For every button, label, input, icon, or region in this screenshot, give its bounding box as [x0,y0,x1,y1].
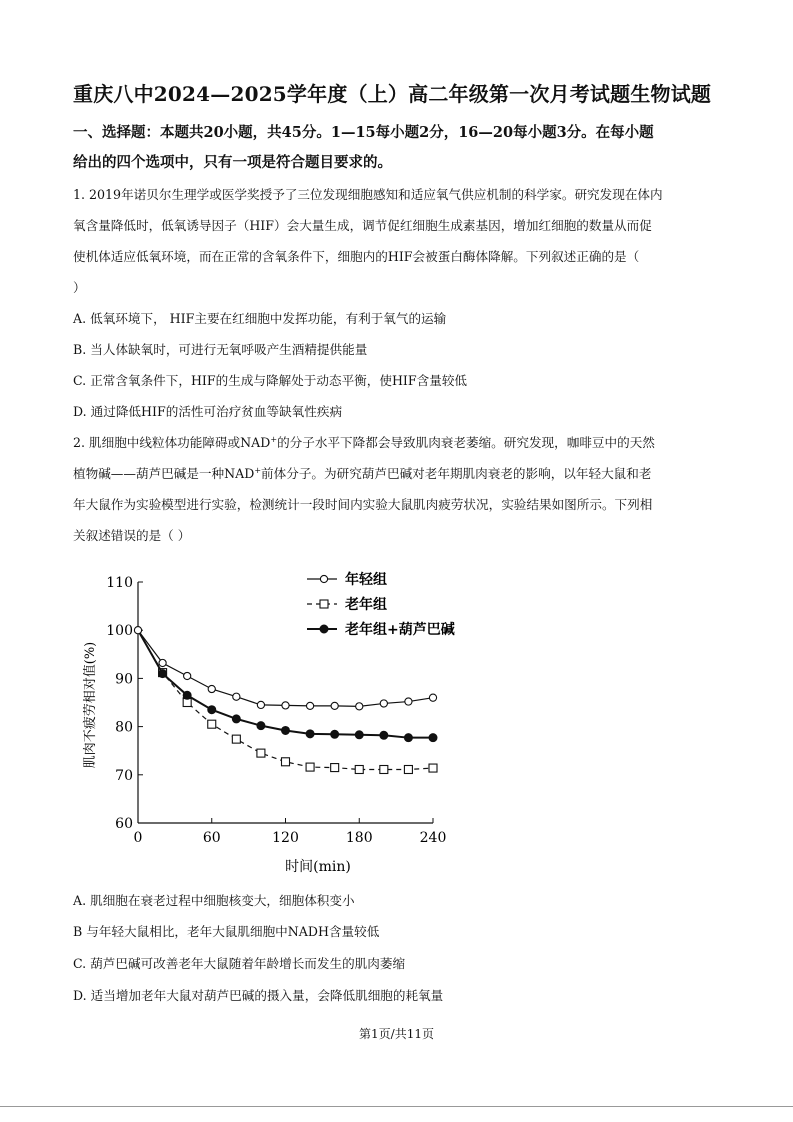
series-line [138,630,433,737]
series-2 [138,630,437,741]
data-point [183,691,191,699]
y-tick-label: 100 [106,623,133,640]
x-tick-label: 60 [202,830,221,846]
data-point [356,703,363,710]
q1-option-c: C. 正常含氧条件下，HIF的生成与降解处于动态平衡，使HIF含量较低 [73,373,468,388]
data-point [306,763,314,771]
legend-label: 老年组 [345,597,387,613]
page-title: 重庆八中2024—2025学年度（上）高二年级第一次月考试题生物试题 [73,82,712,106]
y-tick-label: 110 [106,575,133,591]
q1-stem-line3: 使机体适应低氧环境，而在正常的含氧条件下，细胞内的HIF会被蛋白酶体降解。下列叙述正确的是（ [73,249,640,264]
data-point [331,764,339,772]
page-bottom-rule [0,1106,793,1107]
data-point [429,694,436,701]
legend-marker [320,575,327,582]
data-point [429,764,437,772]
data-point [380,700,387,707]
data-point [404,765,412,773]
series-line [138,630,433,706]
data-point [405,698,412,705]
chart-xlabel: 时间(min) [285,859,351,875]
y-tick-label: 70 [115,767,133,784]
data-point [232,735,240,743]
q1-option-a: A. 低氧环境下， HIF主要在红细胞中发挥功能，有利于氧气的运输 [73,311,447,326]
q1-stem-line1: 1. 2019年诺贝尔生理学或医学奖授予了三位发现细胞感知和适应氧气供应机制的科学家。研究发现在体内 [73,187,663,202]
legend-label: 老年组+葫芦巴碱 [345,622,455,638]
legend-marker [320,625,328,633]
q2-option-c: C. 葫芦巴碱可改善老年大鼠随着年龄增长而发生的肌肉萎缩 [73,956,406,971]
data-point [232,715,240,723]
x-tick-label: 120 [272,830,299,846]
q2-option-b: B 与年轻大鼠相比，老年大鼠肌细胞中NADH含量较低 [73,924,380,939]
q1-stem-line4: ） [73,280,86,295]
chart-legend [307,571,455,638]
data-point [380,731,388,739]
chart-ticks [106,575,446,846]
data-point [233,693,240,700]
data-point [355,765,363,773]
q2-stem-line2: 植物碱——葫芦巴碱是一种NAD+前体分子。为研究葫芦巴碱对老年期肌肉衰老的影响，以年轻大鼠和老 [73,465,652,481]
data-point [257,701,264,708]
data-point [208,685,215,692]
data-point [159,659,166,666]
data-point [306,702,313,709]
q2-stem-line4: 关叙述错误的是（ ） [73,528,191,543]
x-tick-label: 180 [345,830,373,846]
data-point [306,730,314,738]
y-tick-label: 60 [115,816,133,832]
chart-series [134,627,437,774]
data-point [404,734,412,742]
data-point [429,734,437,742]
data-point [282,726,290,734]
q1-option-d: D. 通过降低HIF的活性可治疗贫血等缺氧性疾病 [73,404,343,419]
data-point [208,720,216,728]
data-point [282,702,289,709]
data-point [257,722,265,730]
chart-ylabel: 肌肉不疲劳相对值(%) [83,641,98,769]
q2-stem-line3: 年大鼠作为实验模型进行实验，检测统计一段时间内实验大鼠肌肉疲劳状况，实验结果如图所示。下列相 [73,497,653,512]
x-tick-label: 0 [133,830,143,846]
q2-option-a: A. 肌细胞在衰老过程中细胞核变大，细胞体积变小 [73,893,355,908]
data-point [331,702,338,709]
data-point [355,731,363,739]
data-point [331,730,339,738]
x-tick-label: 240 [419,830,447,846]
y-tick-label: 80 [115,719,133,736]
start-point [134,627,141,634]
series-line [138,630,433,769]
legend-marker [320,600,328,608]
data-point [159,670,167,678]
q2-stem-line1: 2. 肌细胞中线粒体功能障碍或NAD+的分子水平下降都会导致肌肉衰老萎缩。研究发现，咖啡豆中的天然 [73,434,655,450]
data-point [184,672,191,679]
data-point [380,765,388,773]
data-point [282,758,290,766]
legend-label: 年轻组 [345,572,387,588]
data-point [208,706,216,714]
fatigue-line-chart [70,565,490,885]
data-point [257,749,265,757]
section-heading-line2: 给出的四个选项中，只有一项是符合题目要求的。 [73,154,392,171]
y-tick-label: 90 [115,671,133,688]
section-heading-line1: 一、选择题：本题共20小题，共45分。1—15每小题2分，16—20每小题3分。在每小题 [73,124,654,141]
q2-option-d: D. 适当增加老年大鼠对葫芦巴碱的摄入量，会降低肌细胞的耗氧量 [73,988,444,1003]
q1-stem-line2: 氧含量降低时，低氧诱导因子（HIF）会大量生成，调节促红细胞生成素基因，增加红细胞的数量从而促 [73,218,652,233]
q1-option-b: B. 当人体缺氧时，可进行无氧呼吸产生酒精提供能量 [73,342,368,357]
page-footer: 第1页/共11页 [359,1027,434,1041]
